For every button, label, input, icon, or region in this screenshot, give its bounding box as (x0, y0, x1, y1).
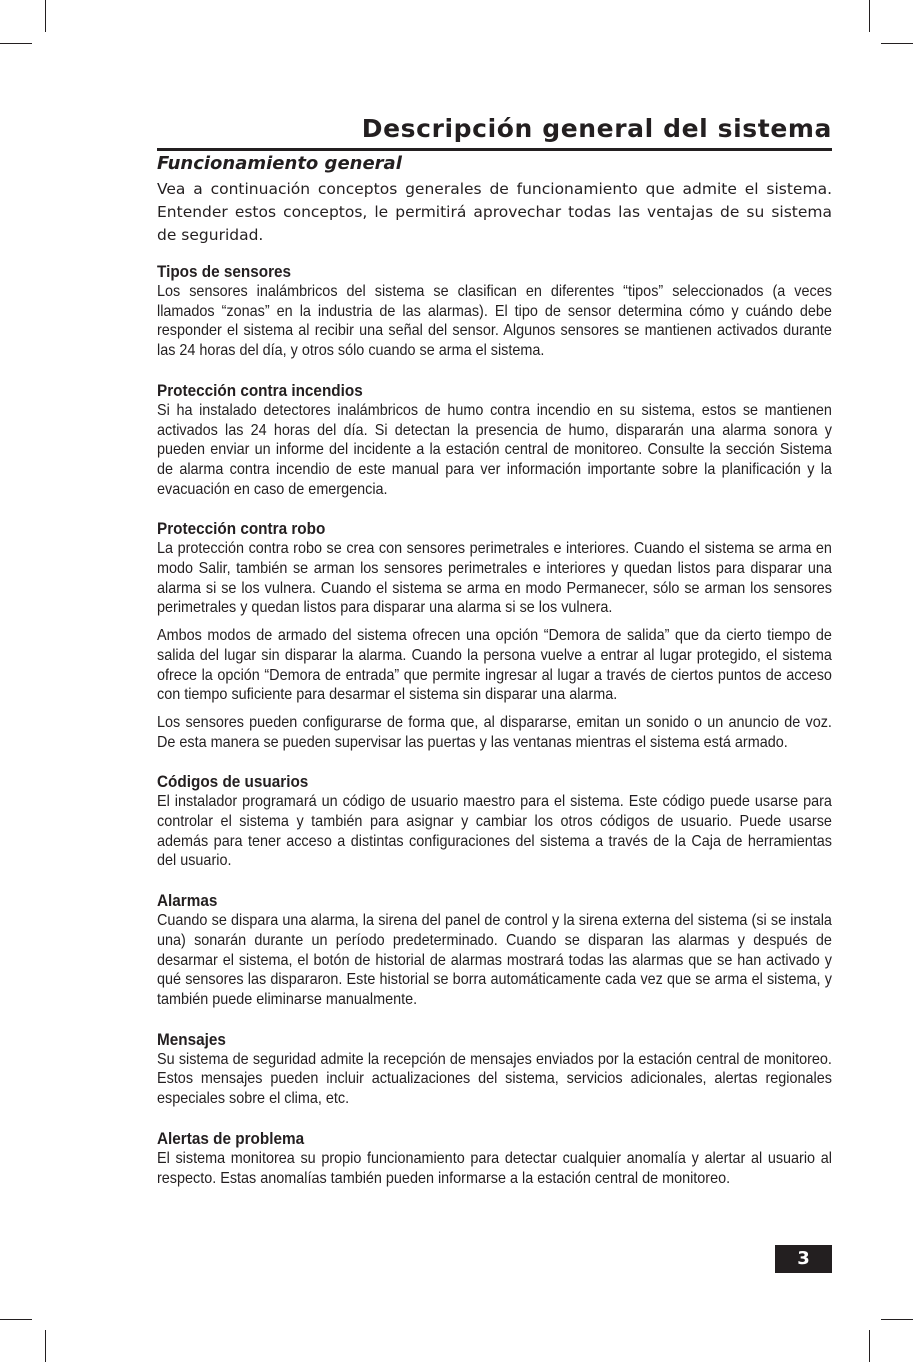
paragraph: Cuando se dispara una alarma, la sirena del panel de control y la sirena externa del sistema (si se instala una) sonarán durante un período predeterminado. Cuando se disparan las alarmas y después de desarmar el sistema, el botón de historial de alarmas mostrará todas las alarmas que se han activado y qué sensores las dispararon. Este historial se borra automáticamente cada vez que se arma el sistema, y también puede eliminarse manualmente. (157, 912, 832, 1008)
section-proteccion-robo (157, 519, 832, 752)
crop-mark (0, 1319, 32, 1320)
crop-mark (45, 0, 46, 32)
page-number: 3 (775, 1245, 832, 1273)
paragraph: Ambos modos de armado del sistema ofrecen una opción “Demora de salida” que da cierto tiempo de salida del lugar sin disparar la alarma. Cuando la persona vuelve a entrar al lugar protegido, el sistema ofrece la opción “Demora de entrada” que permite ingresar al lugar a través de ciertos puntos de acceso con tiempo suficiente para desarmar el sistema sin disparar una alarma. (157, 627, 832, 704)
crop-mark (881, 43, 913, 44)
intro-paragraph: Vea a continuación conceptos generales de funcionamiento que admite el sistema. Entender estos conceptos, le permitirá aprovechar todas las ventajas de su sistema de seguridad. (157, 180, 832, 244)
paragraph: El instalador programará un código de usuario maestro para el sistema. Este código puede usarse para controlar el sistema y también para asignar y cambiar los otros códigos de usuario. Puede usarse además para tener acceso a distintas configuraciones del sistema a través de la Caja de herramientas del usuario. (157, 793, 832, 870)
crop-mark (45, 1330, 46, 1362)
section-proteccion-incendios (157, 381, 832, 500)
crop-mark (881, 1319, 913, 1320)
subsection-title: Tipos de sensores (157, 262, 292, 281)
crop-mark (869, 1330, 870, 1362)
subsection-title: Alarmas (157, 891, 218, 911)
subsection-title: Protección contra incendios (157, 380, 363, 400)
section-alarmas (157, 891, 832, 1010)
paragraph: El sistema monitorea su propio funcionamiento para detectar cualquier anomalía y alertar al usuario al respecto. Estas anomalías también pueden informarse a la estación central de monitoreo. (157, 1149, 832, 1187)
section-mensajes (157, 1030, 832, 1109)
subsection-title: Protección contra robo (157, 519, 326, 539)
section-heading: Funcionamiento general (157, 153, 402, 174)
paragraph: Los sensores pueden configurarse de forma que, al dispararse, emitan un sonido o un anuncio de voz. De esta manera se pueden supervisar las puertas y las ventanas mientras el sistema está armado. (157, 713, 832, 751)
subsection-title: Alertas de problema (157, 1128, 305, 1148)
crop-mark (0, 43, 32, 44)
paragraph: Si ha instalado detectores inalámbricos de humo contra incendio en su sistema, estos se mantienen activados las 24 horas del día. Si detectan la presencia de humo, dispararán una alarma sonora y pueden enviar un informe del incidente a la estación central de monitoreo. Consulte la sección Sistema de alarma contra incendio de este manual para ver información importante sobre la planificación y la evacuación en caso de emergencia. (157, 401, 832, 498)
page-title: Descripción general del sistema (361, 114, 832, 143)
section-alertas-problema (157, 1129, 832, 1188)
section-tipos-de-sensores (157, 262, 832, 361)
paragraph: La protección contra robo se crea con sensores perimetrales e interiores. Cuando el sistema se arma en modo Salir, también se arman los sensores perimetrales e interiores y quedan listos para disparar una alarma si se los vulnera. Cuando el sistema se arma en modo Permanecer, sólo se arman los sensores perimetrales y quedan listos para disparar una alarma si se los vulnera. (157, 540, 832, 617)
section-codigos-usuarios (157, 772, 832, 871)
paragraph: Los sensores inalámbricos del sistema se clasifican en diferentes “tipos” seleccionados (a veces llamados “zonas” en la industria de las alarmas). El tipo de sensor determina cómo y cuándo debe responder el sistema al recibir una señal del sensor. Algunos sensores se mantienen activados durante las 24 horas del día, y otros sólo cuando se arma el sistema. (157, 283, 832, 360)
subsection-title: Códigos de usuarios (157, 772, 309, 792)
title-rule (157, 148, 832, 151)
crop-mark (869, 0, 870, 32)
paragraph: Su sistema de seguridad admite la recepción de mensajes enviados por la estación central de monitoreo. Estos mensajes pueden incluir actualizaciones del sistema, servicios adicionales, alertas regionales especiales sobre el clima, etc. (157, 1050, 832, 1108)
subsection-title: Mensajes (157, 1029, 226, 1049)
content-body (157, 262, 832, 1208)
